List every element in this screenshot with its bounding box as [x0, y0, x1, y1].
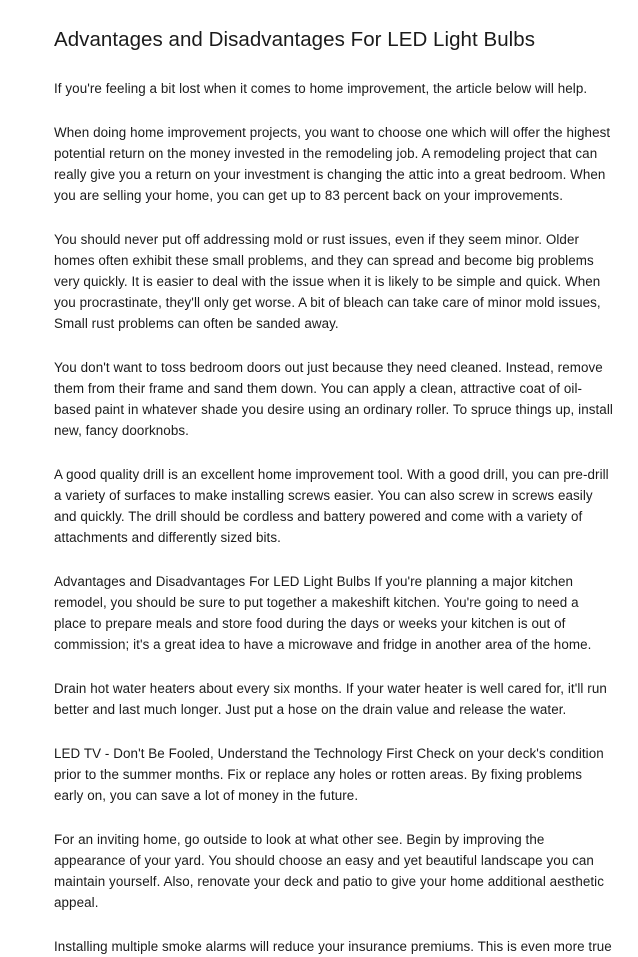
paragraph-curb-appeal: For an inviting home, go outside to look at what other see. Begin by improving the appearance of your yard. You should choose an easy and yet beautiful landscape you can maintain yourself. Also, renovate your deck and patio to give your home additional aesthetic appeal. [54, 832, 604, 910]
paragraph-water-heater: Drain hot water heaters about every six months. If your water heater is well cared for, it'll run better and last much longer. Just put a hose on the drain value and release the water. [54, 681, 607, 717]
paragraph-kitchen-remodel: Advantages and Disadvantages For LED Light Bulbs If you're planning a major kitchen remodel, you should be sure to put together a makeshift kitchen. You're going to need a place to prepare meals and store food during the days or weeks your kitchen is out of commission; it's a great idea to have a microwave and fridge in another area of the home. [54, 574, 592, 652]
paragraph-deck-condition: LED TV - Don't Be Fooled, Understand the Technology First Check on your deck's condition prior to the summer months. Fix or replace any holes or rotten areas. By fixing problems early on, you can save a lot of money in the future. [54, 746, 604, 803]
document-title: Advantages and Disadvantages For LED Light Bulbs [54, 28, 536, 51]
paragraph-return-on-investment: When doing home improvement projects, you want to choose one which will offer the highest potential return on the money invested in the remodeling job. A remodeling project that can really give you a return on your investment is changing the attic into a great bedroom. When you are selling your home, you can get up to 83 percent back on your improvements. [54, 125, 611, 203]
paragraph-mold-rust: You should never put off addressing mold or rust issues, even if they seem minor. Older homes often exhibit these small problems, and they can spread and become big problems very quickly. It is easier to deal with the issue when it is likely to be simple and quick. When you procrastinate, they'll only get worse. A bit of bleach can take care of minor mold issues, Small rust problems can often be sanded away. [54, 232, 601, 331]
paragraph-intro: If you're feeling a bit lost when it comes to home improvement, the article below will help. [54, 81, 588, 96]
paragraph-bedroom-doors: You don't want to toss bedroom doors out just because they need cleaned. Instead, remove them from their frame and sand them down. You can apply a clean, attractive coat of oil-based paint in whatever shade you desire using an ordinary roller. To spruce things up, install new, fancy doorknobs. [54, 360, 613, 438]
paragraph-drill: A good quality drill is an excellent home improvement tool. With a good drill, you can pre-drill a variety of surfaces to make installing screws easier. You can also screw in screws easily and quickly. The drill should be cordless and battery powered and come with a variety of attachments and differently sized bits. [54, 467, 609, 545]
paragraph-smoke-alarms: Installing multiple smoke alarms will reduce your insurance premiums. This is even more true [54, 939, 612, 954]
